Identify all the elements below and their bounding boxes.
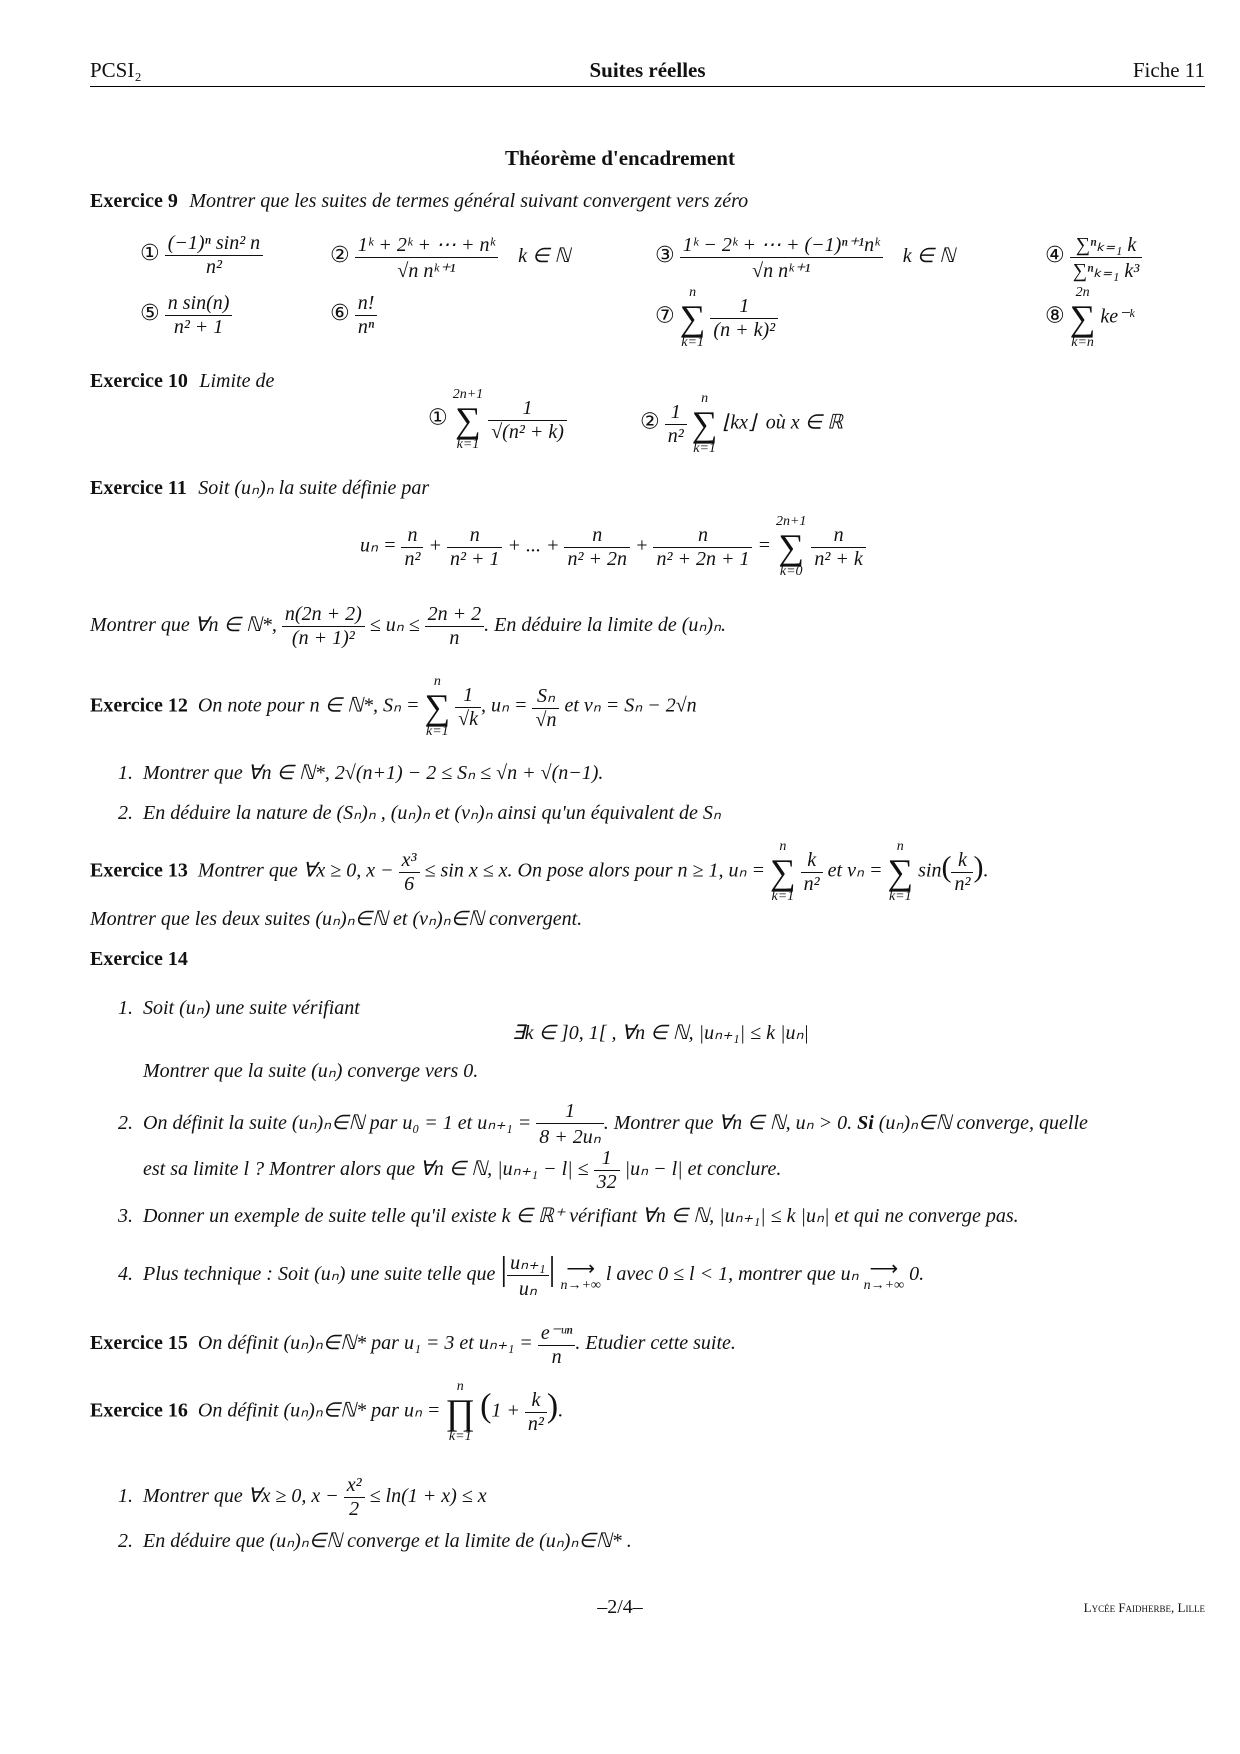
ex15-statement bbox=[90, 1320, 736, 1369]
ex16-q2: 2. En déduire que (uₙ)ₙ∈ℕ converge et la limite de (uₙ)ₙ∈ℕ* . bbox=[118, 1530, 632, 1552]
ex9-item-4 bbox=[1045, 232, 1142, 283]
ex9-mark-4: ④ bbox=[1045, 243, 1065, 269]
page-number: –2/4– bbox=[597, 1596, 643, 1618]
ex14-q3: 3. Donner un exemple de suite telle qu'il existe k ∈ ℝ⁺ vérifiant ∀n ∈ ℕ, |uₙ₊₁| ≤ k |uₙ| et qui ne converge pas. bbox=[118, 1205, 1019, 1227]
ex11-show-pre: Montrer que ∀n ∈ ℕ*, bbox=[90, 614, 277, 637]
ex14-statement bbox=[90, 948, 188, 971]
ex16-q1den: 2 bbox=[344, 1497, 365, 1521]
ex10-text: Limite de bbox=[199, 370, 275, 392]
ex11-text: Soit (uₙ)ₙ la suite définie par bbox=[198, 477, 430, 499]
ex10-i2-fden: n² bbox=[665, 424, 687, 448]
ex13-knum: k bbox=[807, 848, 817, 871]
ex13-mid2: et vₙ = bbox=[827, 859, 883, 882]
ex14-q4c: 0. bbox=[909, 1263, 925, 1286]
ex16-kden: n² bbox=[525, 1412, 547, 1436]
ex12-post: et vₙ = Sₙ − 2√n bbox=[564, 694, 697, 717]
ex14-head: Exercice 14 bbox=[90, 948, 188, 970]
ex14-q2dnum: 1 bbox=[601, 1147, 612, 1169]
ex16-pre: On définit (uₙ)ₙ∈ℕ* par uₙ = bbox=[197, 1399, 441, 1422]
ex11-snum: n bbox=[833, 523, 844, 546]
header-left: PCSI₂ bbox=[90, 58, 142, 82]
ex9-i5-den: n² + 1 bbox=[165, 315, 233, 339]
ex11-ineq2-den: n bbox=[425, 626, 485, 650]
ex13-sin: sin bbox=[918, 859, 942, 882]
ex16-q2-text: En déduire que (uₙ)ₙ∈ℕ converge et la limite de (uₙ)ₙ∈ℕ* . bbox=[143, 1530, 632, 1552]
ex11-t3n: n bbox=[592, 523, 603, 546]
ex16-top: n bbox=[456, 1379, 464, 1394]
ex14-q2num: 1 bbox=[564, 1100, 575, 1122]
ex13-top-2: n bbox=[896, 839, 904, 854]
ex9-mark-2: ② bbox=[330, 243, 350, 269]
ex12-q1-text: Montrer que ∀n ∈ ℕ*, 2√(n+1) − 2 ≤ Sₙ ≤ √n + √(n−1). bbox=[143, 762, 604, 784]
ex9-i3-cond: k ∈ ℕ bbox=[902, 245, 956, 268]
ex11-t3d: n² + 2n bbox=[564, 547, 630, 571]
ex11-ineq-mid: ≤ uₙ ≤ bbox=[369, 614, 420, 637]
ex10-item-2: ② $\frac{1}{\text{n²}}$ n ∑ k=1 ⌊kx⌋ où x ∈ ℝ bbox=[640, 391, 843, 456]
ex11-t1d: n² bbox=[401, 547, 423, 571]
ex9-i8-bot: k=n bbox=[1071, 335, 1094, 350]
ex9-mark-5: ⑤ bbox=[140, 301, 160, 327]
ex9-i8-term: ke⁻ᵏ bbox=[1100, 305, 1135, 328]
ex12-pre: On note pour n ∈ ℕ*, Sₙ = bbox=[197, 694, 420, 717]
ex13-bot: k=1 bbox=[771, 889, 795, 904]
ex14-q4num: uₙ₊₁ bbox=[510, 1252, 546, 1274]
ex13-head: Exercice 13 bbox=[90, 859, 188, 882]
ex13-kden: n² bbox=[801, 872, 823, 896]
ex14-q2den: 8 + 2uₙ bbox=[536, 1123, 603, 1149]
ex14-q2c: (uₙ)ₙ∈ℕ converge, quelle bbox=[878, 1112, 1088, 1135]
ex9-i7-top: n bbox=[689, 285, 697, 300]
ex11-ineq2-num: 2n + 2 bbox=[427, 603, 482, 625]
ex11-question bbox=[90, 603, 726, 650]
ex12-q2: 2. En déduire la nature de (Sₙ)ₙ , (uₙ)ₙ et (vₙ)ₙ ainsi qu'un équivalent de Sₙ bbox=[118, 802, 721, 824]
header-right: Fiche 11 bbox=[1132, 58, 1205, 82]
ex11-t4d: n² + 2n + 1 bbox=[653, 547, 752, 571]
ex13-fnum: x³ bbox=[401, 848, 417, 871]
ex11-head: Exercice 11 bbox=[90, 477, 187, 499]
ex12-top: n bbox=[433, 674, 441, 689]
ex14-q4arrow-2: n→+∞ bbox=[863, 1277, 905, 1293]
ex16-inner: 1 + bbox=[491, 1399, 520, 1422]
ex12-head: Exercice 12 bbox=[90, 694, 188, 717]
ex14-q2a: On définit la suite (uₙ)ₙ∈ℕ par u₀ = 1 et uₙ₊₁ = bbox=[143, 1112, 532, 1135]
ex9-mark-8: ⑧ bbox=[1045, 303, 1065, 329]
ex14-q4a: Plus technique : Soit (uₙ) une suite telle que bbox=[143, 1263, 496, 1286]
ex9-i7-den: (n + k)² bbox=[710, 318, 778, 342]
footer-school: Lycée Faidherbe, Lille bbox=[1083, 1600, 1205, 1615]
ex11-sum-bot: k=0 bbox=[779, 564, 803, 579]
ex9-i1-den: n² bbox=[165, 255, 263, 279]
ex15-num: e⁻ᵘⁿ bbox=[540, 1322, 573, 1344]
ex11-ineq-den: (n + 1)² bbox=[282, 626, 365, 650]
ex13-mid: ≤ sin x ≤ x. On pose alors pour n ≥ 1, uₙ = bbox=[424, 859, 765, 882]
ex9-i3-den: √n nᵏ⁺¹ bbox=[680, 257, 883, 283]
ex13-line2: Montrer que les deux suites (uₙ)ₙ∈ℕ et (vₙ)ₙ∈ℕ convergent. bbox=[90, 908, 583, 930]
ex9-i2-cond: k ∈ ℕ bbox=[518, 245, 571, 268]
ex9-item-5 bbox=[140, 292, 232, 339]
ex10-i2-bot: k=1 bbox=[693, 441, 716, 456]
ex10-statement bbox=[90, 370, 274, 393]
ex9-item-1 bbox=[140, 232, 263, 279]
ex15-post: . Etudier cette suite. bbox=[575, 1332, 736, 1355]
ex10-i1-den: √(n² + k) bbox=[488, 420, 567, 444]
ex9-i4-num: ∑ⁿₖ₌₁ k bbox=[1075, 234, 1137, 256]
ex13-pre: Montrer que ∀x ≥ 0, x − bbox=[197, 859, 394, 882]
ex9-i5-num: n sin(n) bbox=[167, 292, 230, 314]
ex16-knum: k bbox=[531, 1388, 541, 1411]
ex15-pre: On définit (uₙ)ₙ∈ℕ* par u₁ = 3 et uₙ₊₁ = bbox=[197, 1332, 533, 1355]
ex14-q4: 4. Plus technique : Soit (uₙ) une suite telle que | $\frac{\text{uₙ₊₁}}{\text{uₙ}}$ | ⟶ n→+∞ l avec 0 ≤ l < 1, montrer que uₙ ⟶ n→+∞ 0. bbox=[118, 1251, 925, 1300]
ex10-i2-term: ⌊kx⌋ bbox=[722, 411, 756, 434]
ex13-knum-2: k bbox=[958, 848, 967, 871]
ex9-mark-6: ⑥ bbox=[330, 301, 350, 327]
ex11-show-post: . En déduire la limite de (uₙ)ₙ. bbox=[484, 614, 726, 637]
ex14-q1: 1. Soit (uₙ) une suite vérifiant bbox=[118, 997, 360, 1019]
ex10-i1-bot: k=1 bbox=[456, 437, 480, 452]
ex9-item-3 bbox=[655, 232, 955, 283]
ex9-i2-den: √n nᵏ⁺¹ bbox=[355, 257, 498, 283]
ex14-q1a: Soit (uₙ) une suite vérifiant bbox=[143, 997, 360, 1019]
ex11-t2n: n bbox=[469, 523, 480, 546]
ex11-dots: + ... + bbox=[507, 534, 560, 557]
ex16-bot: k=1 bbox=[448, 1429, 472, 1444]
ex12-q1: 1. Montrer que ∀n ∈ ℕ*, 2√(n+1) − 2 ≤ Sₙ ≤ √n + √(n−1). bbox=[118, 762, 604, 784]
ex13-bot-2: k=1 bbox=[888, 889, 912, 904]
ex9-mark-7: ⑦ bbox=[655, 303, 675, 329]
ex9-i2-num: 1ᵏ + 2ᵏ + ⋯ + nᵏ bbox=[357, 234, 496, 256]
ex16-q1: 1. Montrer que ∀x ≥ 0, x − $\frac{\text{x²}}{2}$ ≤ ln(1 + x) ≤ x bbox=[118, 1474, 487, 1520]
ex9-i1-num: (−1)ⁿ sin² n bbox=[167, 232, 261, 254]
ex14-q1-condition: ∃k ∈ ]0, 1[ , ∀n ∈ ℕ, |uₙ₊₁| ≤ k |uₙ| bbox=[512, 1022, 809, 1044]
ex13-statement: Exercice 13 Montrer que ∀x ≥ 0, x − $\frac{\text{x³}}{6}$ ≤ sin x ≤ x. On pose alors pour n ≥ 1, uₙ = n ∑ k=1 $\frac{k}{\text{n²}}$ et vₙ = n ∑ k=1 sin( $\frac{k}{\text{n²}}$ ). bbox=[90, 839, 989, 904]
ex10-mark-2: ② bbox=[640, 409, 660, 435]
ex11-t1n: n bbox=[407, 523, 418, 546]
ex10-head: Exercice 10 bbox=[90, 370, 188, 392]
ex13-kden-2: n² bbox=[951, 872, 973, 896]
ex14-q2e: |uₙ − l| et conclure. bbox=[624, 1158, 782, 1181]
ex9-i3-num: 1ᵏ − 2ᵏ + ⋯ + (−1)ⁿ⁺¹nᵏ bbox=[682, 234, 880, 256]
ex14-q4b: l avec 0 ≤ l < 1, montrer que uₙ bbox=[605, 1263, 859, 1286]
ex11-sum-top: 2n+1 bbox=[775, 514, 807, 529]
ex11-ineq-num: n(2n + 2) bbox=[284, 603, 362, 625]
ex9-item-2 bbox=[330, 232, 570, 283]
page-header bbox=[90, 58, 1205, 87]
ex10-i2-fnum: 1 bbox=[670, 400, 681, 423]
section-title: Théorème d'encadrement bbox=[505, 146, 735, 170]
ex14-q4den: uₙ bbox=[507, 1275, 548, 1301]
ex9-item-7: ⑦ n ∑ k=1 $\frac{1}{\text{(n + k)²}}$ bbox=[655, 286, 778, 350]
ex12-unum: Sₙ bbox=[536, 684, 555, 707]
ex13-top: n bbox=[779, 839, 787, 854]
ex15-den: n bbox=[538, 1345, 576, 1369]
ex9-mark-1: ① bbox=[140, 241, 160, 267]
ex9-i8-top: 2n bbox=[1075, 285, 1090, 300]
ex11-definition: uₙ = $\frac{n}{\text{n²}}$ + $\frac{n}{\text{n² + 1}}$ + ... + $\frac{n}{\text{n² + 2n}}$ + $\frac{n}{\text{n² + 2n + 1}}$ = 2n+1 ∑ k=0 $\frac{n}{\text{n² + k}}$ bbox=[360, 515, 866, 579]
ex9-i7-bot: k=1 bbox=[681, 335, 704, 350]
ex14-q2: 2. On définit la suite (uₙ)ₙ∈ℕ par u₀ = 1 et uₙ₊₁ = $\frac{1}{\text{8 + 2uₙ}}$ . Montrer que ∀n ∈ ℕ, uₙ > 0. Si (uₙ)ₙ∈ℕ converge, quelle bbox=[118, 1100, 1088, 1148]
ex12-bot: k=1 bbox=[425, 724, 449, 739]
ex14-q2b: . Montrer que ∀n ∈ ℕ, uₙ > 0. bbox=[603, 1112, 853, 1135]
ex10-i1-top: 2n+1 bbox=[452, 387, 484, 402]
ex14-q2d: est sa limite l ? Montrer alors que ∀n ∈ ℕ, |uₙ₊₁ − l| ≤ bbox=[143, 1158, 589, 1181]
ex11-lhs: uₙ = bbox=[360, 534, 397, 557]
ex11-t4n: n bbox=[697, 523, 708, 546]
ex12-statement: Exercice 12 On note pour n ∈ ℕ*, Sₙ = n ∑ k=1 $\frac{1}{√k}$ , uₙ = $\frac{\text{Sₙ}}{√n}$ et vₙ = Sₙ − 2√n bbox=[90, 674, 697, 739]
ex10-i2-top: n bbox=[701, 391, 709, 406]
ex12-den: √k bbox=[455, 707, 481, 731]
ex9-i6-num: n! bbox=[357, 292, 375, 314]
ex14-q2dden: 32 bbox=[594, 1170, 620, 1194]
ex11-statement bbox=[90, 475, 429, 500]
ex12-uden: √n bbox=[532, 708, 559, 732]
header-title: Suites réelles bbox=[589, 58, 706, 82]
ex12-num: 1 bbox=[463, 683, 474, 706]
ex16-q1num: x² bbox=[346, 1474, 362, 1496]
ex10-mark-1: ① bbox=[428, 405, 448, 431]
ex16-head: Exercice 16 bbox=[90, 1399, 188, 1422]
ex14-q4arrow: n→+∞ bbox=[560, 1277, 601, 1293]
ex12-mid: , uₙ = bbox=[481, 694, 528, 717]
ex13-fden: 6 bbox=[399, 872, 420, 896]
ex12-q2-text: En déduire la nature de (Sₙ)ₙ , (uₙ)ₙ et (vₙ)ₙ ainsi qu'un équivalent de Sₙ bbox=[143, 802, 721, 824]
ex15-head: Exercice 15 bbox=[90, 1332, 188, 1355]
ex14-q3-text: Donner un exemple de suite telle qu'il existe k ∈ ℝ⁺ vérifiant ∀n ∈ ℕ, |uₙ₊₁| ≤ k |uₙ| et qui ne converge pas. bbox=[143, 1205, 1019, 1227]
ex10-item-1: ① 2n+1 ∑ k=1 $\frac{1}{\text{√(n² + k)}}$ bbox=[428, 388, 567, 452]
ex16-q1post: ≤ ln(1 + x) ≤ x bbox=[369, 1485, 487, 1508]
ex11-sden: n² + k bbox=[811, 547, 865, 571]
ex9-mark-3: ③ bbox=[655, 243, 675, 269]
ex16-statement: Exercice 16 On définit (uₙ)ₙ∈ℕ* par uₙ = n ∏ k=1 (1 + $\frac{k}{\text{n²}}$ ). bbox=[90, 1379, 564, 1444]
ex9-statement bbox=[90, 190, 748, 213]
ex9-text: Montrer que les suites de termes général suivant convergent vers zéro bbox=[189, 190, 749, 212]
ex9-i4-den: ∑ⁿₖ₌₁ k³ bbox=[1070, 257, 1142, 283]
ex9-item-8: ⑧ 2n ∑ k=n ke⁻ᵏ bbox=[1045, 285, 1135, 350]
ex16-q1pre: Montrer que ∀x ≥ 0, x − bbox=[143, 1485, 339, 1508]
ex10-i2-tail: où x ∈ ℝ bbox=[765, 411, 843, 434]
ex14-q1-conclusion: Montrer que la suite (uₙ) converge vers 0. bbox=[143, 1060, 479, 1082]
ex9-i6-den: nⁿ bbox=[355, 315, 378, 339]
ex16-end: . bbox=[558, 1399, 564, 1422]
ex9-item-6 bbox=[330, 292, 377, 339]
ex10-i1-num: 1 bbox=[522, 396, 533, 419]
ex9-head: Exercice 9 bbox=[90, 190, 178, 212]
ex14-q2si: Si bbox=[857, 1112, 874, 1135]
ex14-q2-line2 bbox=[143, 1147, 781, 1194]
ex11-t2d: n² + 1 bbox=[447, 547, 503, 571]
ex9-i7-num: 1 bbox=[739, 294, 750, 317]
ex13-end: . bbox=[983, 859, 989, 882]
